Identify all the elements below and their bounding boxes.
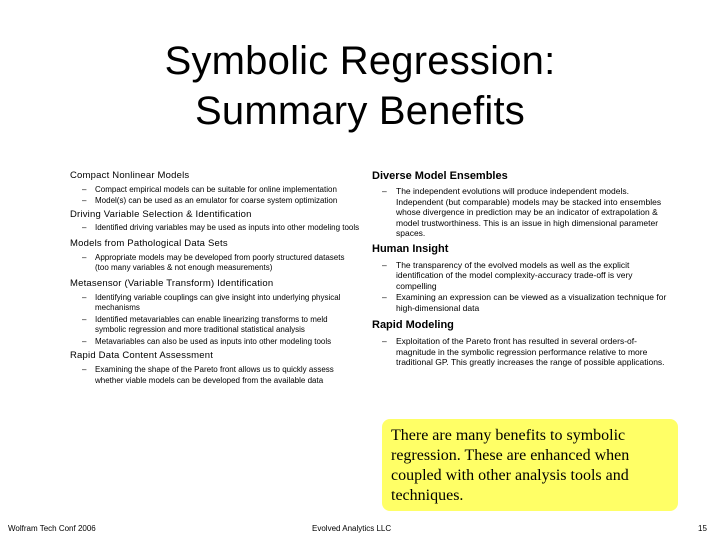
list-item: – Examining the shape of the Pareto front allows us to quickly assess whether viable models can be developed from the available data	[82, 365, 334, 385]
dash-marker: –	[382, 259, 387, 270]
left-section-driving-variables	[70, 209, 360, 234]
list-item: – Identified driving variables may be used as inputs into other modeling tools	[82, 223, 360, 232]
section-heading: Driving Variable Selection & Identification	[70, 209, 252, 220]
section-heading: Human Insight	[372, 242, 449, 255]
section-heading: Metasensor (Variable Transform) Identification	[70, 277, 274, 289]
list-item: – Compact empirical models can be suitable for online implementation	[82, 185, 337, 194]
title-line-2: Summary Benefits	[195, 89, 525, 133]
section-heading: Diverse Model Ensembles	[372, 170, 508, 182]
slide-title	[0, 36, 720, 136]
left-section-rapid-assessment	[70, 350, 360, 386]
left-column	[70, 170, 360, 386]
right-section-rapid-modeling	[372, 319, 672, 368]
list-item: – Appropriate models may be developed from poorly structured datasets (too many variables & not enough measurements)	[82, 252, 345, 272]
list-item: – The transparency of the evolved models as well as the explicit identification of the model complexity-accuracy trade-off is very compelling	[382, 259, 633, 291]
section-heading: Compact Nonlinear Models	[70, 170, 190, 181]
summary-callout: There are many benefits to symbolic regression. These are enhanced when coupled with other analysis tools and techniques.	[382, 419, 678, 511]
dash-marker: –	[82, 336, 87, 346]
right-column	[372, 170, 672, 368]
section-heading: Rapid Data Content Assessment	[70, 350, 214, 361]
right-section-ensembles	[372, 170, 672, 239]
page-number: 15	[698, 524, 707, 533]
left-section-metasensor	[70, 278, 360, 348]
dash-marker: –	[382, 186, 387, 196]
list-item: – Metavariables can also be used as inputs into other modeling tools	[82, 336, 332, 346]
dash-marker: –	[82, 365, 87, 374]
list-item: – Exploitation of the Pareto front has resulted in several orders-of-magnitude in the symbolic regression performance relative to more traditional GP. This greatly increases the range of possible applications.	[382, 336, 665, 367]
dash-marker: –	[82, 252, 87, 262]
footer-company: Evolved Analytics LLC	[312, 524, 392, 533]
left-section-pathological-data	[70, 238, 360, 274]
dash-marker: –	[82, 292, 87, 302]
footer-conference: Wolfram Tech Conf 2006	[8, 524, 96, 533]
dash-marker: –	[82, 185, 87, 194]
dash-marker: –	[382, 336, 387, 346]
dash-marker: –	[382, 292, 387, 302]
dash-marker: –	[82, 314, 87, 324]
left-section-compact-models	[70, 170, 360, 206]
title-line-1: Symbolic Regression:	[164, 39, 556, 83]
section-heading: Rapid Modeling	[372, 319, 454, 331]
list-item: – Identified metavariables can enable linearizing transforms to meld symbolic regression and more traditional statistical analysis	[82, 314, 328, 334]
dash-marker: –	[82, 223, 87, 232]
list-item: – Identifying variable couplings can give insight into underlying physical mechanisms	[82, 292, 341, 312]
list-item: – The independent evolutions will produce independent models. Independent (but comparable) models may be stacked into ensembles whose divergence in prediction may be an indicator of extrapolation & model trustworthiness. This is an issue in high dimensional parameter spaces.	[382, 186, 662, 238]
section-heading: Models from Pathological Data Sets	[70, 237, 228, 249]
right-section-human-insight	[372, 243, 672, 314]
list-item: – Examining an expression can be viewed as a visualization technique for high-dimensional data	[382, 292, 667, 313]
dash-marker: –	[82, 195, 87, 205]
list-item: – Model(s) can be used as an emulator for coarse system optimization	[82, 195, 338, 205]
